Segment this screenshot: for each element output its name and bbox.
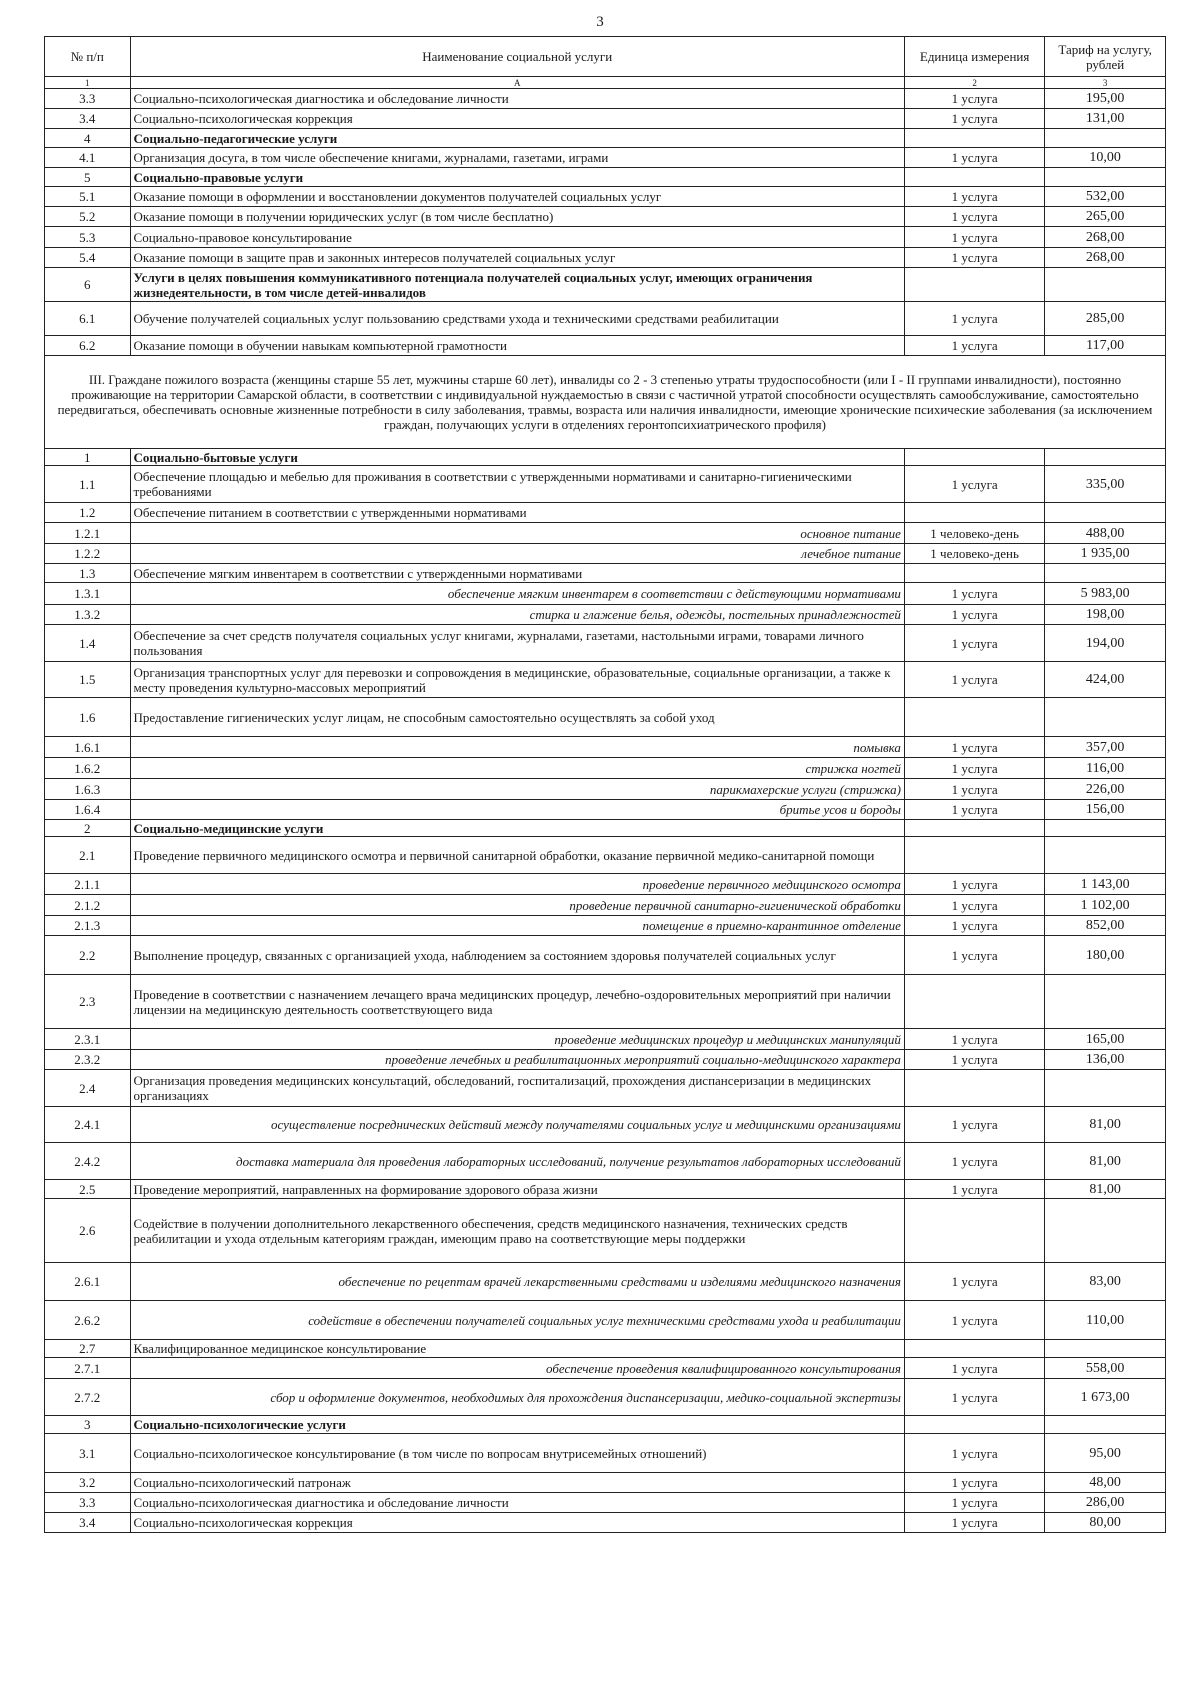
table-row	[45, 1493, 1166, 1513]
row-unit: 1 услуга	[904, 1358, 1044, 1379]
row-name: Проведение мероприятий, направленных на формирование здорового образа жизни	[130, 1180, 904, 1199]
row-price: 1 143,00	[1045, 874, 1166, 895]
table-row	[45, 837, 1166, 874]
row-price: 198,00	[1045, 605, 1166, 625]
row-unit: 1 услуга	[904, 895, 1044, 916]
row-num: 1.3.1	[45, 583, 131, 605]
row-name: Социально-психологический патронаж	[130, 1473, 904, 1493]
row-name: Оказание помощи в защите прав и законных интересов получателей социальных услуг	[130, 248, 904, 268]
row-price: 95,00	[1045, 1434, 1166, 1473]
table-row	[45, 874, 1166, 895]
table-row	[45, 895, 1166, 916]
row-num: 2.6.1	[45, 1263, 131, 1301]
row-price	[1045, 268, 1166, 302]
row-unit: 1 услуга	[904, 248, 1044, 268]
row-num: 2.6	[45, 1199, 131, 1263]
col-number: 1	[45, 77, 131, 89]
row-name: сбор и оформление документов, необходимых для прохождения диспансеризации, медико-социальной экспертизы	[130, 1379, 904, 1416]
row-name: Социально-правовое консультирование	[130, 227, 904, 248]
row-num: 1.4	[45, 625, 131, 662]
row-num: 1.6	[45, 698, 131, 737]
row-name: стирка и глажение белья, одежды, постельных принадлежностей	[130, 605, 904, 625]
table-row	[45, 89, 1166, 109]
table-row	[45, 820, 1166, 837]
header-name: Наименование социальной услуги	[130, 37, 904, 77]
table-row	[45, 1434, 1166, 1473]
row-name: Услуги в целях повышения коммуникативного потенциала получателей социальных услуг, имеющих ограничения жизнедеятельности, в том числе детей-инвалидов	[130, 268, 904, 302]
row-name: Обеспечение за счет средств получателя социальных услуг книгами, журналами, газетами, настольными играми, товарами личного пользования	[130, 625, 904, 662]
row-name: Социально-психологические услуги	[130, 1416, 904, 1434]
row-num: 1.3	[45, 564, 131, 583]
row-price: 532,00	[1045, 187, 1166, 207]
row-name: Оказание помощи в оформлении и восстановлении документов получателей социальных услуг	[130, 187, 904, 207]
row-num: 2.7.2	[45, 1379, 131, 1416]
row-num: 1.1	[45, 466, 131, 503]
section-title-row	[45, 356, 1166, 449]
row-price: 424,00	[1045, 662, 1166, 698]
row-unit: 1 услуга	[904, 148, 1044, 168]
table-row	[45, 1513, 1166, 1533]
table-row	[45, 109, 1166, 129]
table-row	[45, 248, 1166, 268]
row-num: 1.6.3	[45, 779, 131, 800]
table-row	[45, 302, 1166, 336]
row-price: 83,00	[1045, 1263, 1166, 1301]
row-price	[1045, 1416, 1166, 1434]
table-row	[45, 1070, 1166, 1107]
table-row	[45, 449, 1166, 466]
row-price: 81,00	[1045, 1107, 1166, 1143]
row-num: 3.1	[45, 1434, 131, 1473]
row-unit: 1 услуга	[904, 625, 1044, 662]
row-price	[1045, 503, 1166, 523]
table-row	[45, 336, 1166, 356]
row-name: Социально-психологическая коррекция	[130, 109, 904, 129]
table-row	[45, 583, 1166, 605]
table-row	[45, 916, 1166, 936]
row-unit: 1 человеко-день	[904, 544, 1044, 564]
row-num: 5	[45, 168, 131, 187]
row-name: лечебное питание	[130, 544, 904, 564]
row-num: 1.3.2	[45, 605, 131, 625]
table-row	[45, 625, 1166, 662]
row-price: 286,00	[1045, 1493, 1166, 1513]
table-row	[45, 227, 1166, 248]
row-unit: 1 услуга	[904, 583, 1044, 605]
row-num: 5.4	[45, 248, 131, 268]
row-num: 2.1.1	[45, 874, 131, 895]
row-num: 4	[45, 129, 131, 148]
row-price	[1045, 820, 1166, 837]
header-num: № п/п	[45, 37, 131, 77]
row-unit	[904, 1416, 1044, 1434]
row-unit: 1 услуга	[904, 1434, 1044, 1473]
row-unit: 1 услуга	[904, 1143, 1044, 1180]
row-name: Квалифицированное медицинское консультирование	[130, 1340, 904, 1358]
header-unit: Единица измерения	[904, 37, 1044, 77]
row-num: 2.1.2	[45, 895, 131, 916]
row-price	[1045, 449, 1166, 466]
row-price	[1045, 837, 1166, 874]
row-num: 2.1	[45, 837, 131, 874]
row-price: 268,00	[1045, 248, 1166, 268]
row-price: 558,00	[1045, 1358, 1166, 1379]
row-unit	[904, 168, 1044, 187]
row-name: проведение медицинских процедур и медицинских манипуляций	[130, 1029, 904, 1050]
table-row	[45, 129, 1166, 148]
row-name: Обеспечение мягким инвентарем в соответствии с утвержденными нормативами	[130, 564, 904, 583]
row-name: помещение в приемно-карантинное отделение	[130, 916, 904, 936]
row-price: 357,00	[1045, 737, 1166, 758]
row-price: 488,00	[1045, 523, 1166, 544]
row-name: проведение первичного медицинского осмотра	[130, 874, 904, 895]
row-num: 1.2.1	[45, 523, 131, 544]
row-price: 335,00	[1045, 466, 1166, 503]
row-unit: 1 услуга	[904, 207, 1044, 227]
row-price	[1045, 564, 1166, 583]
row-name: стрижка ногтей	[130, 758, 904, 779]
table-row	[45, 466, 1166, 503]
table-row	[45, 1358, 1166, 1379]
row-unit: 1 услуга	[904, 662, 1044, 698]
row-num: 1.2.2	[45, 544, 131, 564]
row-num: 2.7.1	[45, 1358, 131, 1379]
table-row	[45, 1340, 1166, 1358]
row-price	[1045, 1340, 1166, 1358]
row-name: Обеспечение площадью и мебелью для проживания в соответствии с утвержденными нормативами и санитарно-гигиеническими требованиями	[130, 466, 904, 503]
row-name: Организация проведения медицинских консультаций, обследований, госпитализаций, прохождения диспансеризации в медицинских организациях	[130, 1070, 904, 1107]
table-row	[45, 503, 1166, 523]
row-name: Организация досуга, в том числе обеспечение книгами, журналами, газетами, играми	[130, 148, 904, 168]
row-name: Предоставление гигиенических услуг лицам, не способным самостоятельно осуществлять за собой уход	[130, 698, 904, 737]
row-price: 156,00	[1045, 800, 1166, 820]
row-unit: 1 услуга	[904, 336, 1044, 356]
row-unit	[904, 564, 1044, 583]
row-price: 10,00	[1045, 148, 1166, 168]
row-price: 80,00	[1045, 1513, 1166, 1533]
row-num: 2.4.1	[45, 1107, 131, 1143]
row-num: 1.6.4	[45, 800, 131, 820]
row-unit: 1 услуга	[904, 758, 1044, 779]
row-name: Социально-педагогические услуги	[130, 129, 904, 148]
row-unit	[904, 1199, 1044, 1263]
row-price	[1045, 1070, 1166, 1107]
row-unit: 1 услуга	[904, 800, 1044, 820]
row-name: Организация транспортных услуг для перевозки и сопровождения в медицинские, образовательные, социальные организации, а также к месту проведения культурно-массовых мероприятий	[130, 662, 904, 698]
row-num: 3.4	[45, 109, 131, 129]
row-price: 81,00	[1045, 1143, 1166, 1180]
row-price: 136,00	[1045, 1050, 1166, 1070]
row-price: 194,00	[1045, 625, 1166, 662]
row-unit: 1 услуга	[904, 1180, 1044, 1199]
row-unit	[904, 503, 1044, 523]
row-price: 1 673,00	[1045, 1379, 1166, 1416]
row-name: Социально-психологическая диагностика и обследование личности	[130, 89, 904, 109]
row-unit: 1 услуга	[904, 1107, 1044, 1143]
row-name: проведение лечебных и реабилитационных мероприятий социально-медицинского характера	[130, 1050, 904, 1070]
row-unit: 1 услуга	[904, 936, 1044, 975]
row-num: 2	[45, 820, 131, 837]
row-name: доставка материала для проведения лабораторных исследований, получение результатов лабораторных исследований	[130, 1143, 904, 1180]
table-row	[45, 936, 1166, 975]
table-row	[45, 564, 1166, 583]
row-unit: 1 услуга	[904, 1513, 1044, 1533]
row-unit: 1 услуга	[904, 466, 1044, 503]
row-name: Оказание помощи в получении юридических услуг (в том числе бесплатно)	[130, 207, 904, 227]
row-price: 110,00	[1045, 1301, 1166, 1340]
table-row	[45, 544, 1166, 564]
row-price: 180,00	[1045, 936, 1166, 975]
row-num: 2.4	[45, 1070, 131, 1107]
table-row	[45, 1416, 1166, 1434]
row-price	[1045, 129, 1166, 148]
row-name: Социально-психологическая диагностика и обследование личности	[130, 1493, 904, 1513]
row-unit: 1 услуга	[904, 187, 1044, 207]
row-name: проведение первичной санитарно-гигиенической обработки	[130, 895, 904, 916]
row-num: 3.2	[45, 1473, 131, 1493]
table-row	[45, 523, 1166, 544]
row-price	[1045, 168, 1166, 187]
col-number: 3	[1045, 77, 1166, 89]
row-num: 2.3.2	[45, 1050, 131, 1070]
row-num: 6.2	[45, 336, 131, 356]
table-row	[45, 1029, 1166, 1050]
header-price: Тариф на услугу, рублей	[1045, 37, 1166, 77]
row-name: Социально-бытовые услуги	[130, 449, 904, 466]
row-num: 2.5	[45, 1180, 131, 1199]
row-price: 117,00	[1045, 336, 1166, 356]
table-body-part2	[45, 89, 1166, 356]
row-price: 131,00	[1045, 109, 1166, 129]
row-name: Оказание помощи в обучении навыкам компьютерной грамотности	[130, 336, 904, 356]
row-name: бритье усов и бороды	[130, 800, 904, 820]
tariff-table	[44, 36, 1166, 1533]
table-row	[45, 1263, 1166, 1301]
row-num: 5.1	[45, 187, 131, 207]
row-num: 5.2	[45, 207, 131, 227]
row-price: 116,00	[1045, 758, 1166, 779]
row-unit: 1 услуга	[904, 1493, 1044, 1513]
column-number-row	[45, 77, 1166, 89]
table-row	[45, 148, 1166, 168]
row-num: 6	[45, 268, 131, 302]
row-price: 81,00	[1045, 1180, 1166, 1199]
row-unit	[904, 268, 1044, 302]
table-row	[45, 1301, 1166, 1340]
row-num: 2.3	[45, 975, 131, 1029]
section3-header	[45, 356, 1166, 449]
row-name: помывка	[130, 737, 904, 758]
table-row	[45, 800, 1166, 820]
row-num: 4.1	[45, 148, 131, 168]
page-number: 3	[596, 14, 604, 30]
row-unit: 1 человеко-день	[904, 523, 1044, 544]
row-price	[1045, 698, 1166, 737]
row-num: 1.5	[45, 662, 131, 698]
table-row	[45, 737, 1166, 758]
row-name: Выполнение процедур, связанных с организацией ухода, наблюдением за состоянием здоровья получателей социальных услуг	[130, 936, 904, 975]
row-num: 5.3	[45, 227, 131, 248]
table-row	[45, 779, 1166, 800]
table-row	[45, 758, 1166, 779]
row-price: 5 983,00	[1045, 583, 1166, 605]
row-price: 1 102,00	[1045, 895, 1166, 916]
table-body-part3	[45, 449, 1166, 1533]
row-price	[1045, 1199, 1166, 1263]
row-name: обеспечение по рецептам врачей лекарственными средствами и изделиями медицинского назначения	[130, 1263, 904, 1301]
row-unit: 1 услуга	[904, 302, 1044, 336]
row-name: парикмахерские услуги (стрижка)	[130, 779, 904, 800]
table-row	[45, 1143, 1166, 1180]
row-unit	[904, 129, 1044, 148]
row-price: 1 935,00	[1045, 544, 1166, 564]
row-unit: 1 услуга	[904, 1029, 1044, 1050]
row-price: 268,00	[1045, 227, 1166, 248]
row-num: 3.3	[45, 1493, 131, 1513]
table-row	[45, 207, 1166, 227]
row-num: 3.4	[45, 1513, 131, 1533]
row-name: Социально-медицинские услуги	[130, 820, 904, 837]
row-name: обеспечение проведения квалифицированного консультирования	[130, 1358, 904, 1379]
row-unit	[904, 837, 1044, 874]
table-row	[45, 1107, 1166, 1143]
table-row	[45, 662, 1166, 698]
row-unit: 1 услуга	[904, 109, 1044, 129]
row-unit: 1 услуга	[904, 737, 1044, 758]
row-unit	[904, 449, 1044, 466]
row-unit	[904, 1340, 1044, 1358]
row-unit: 1 услуга	[904, 1263, 1044, 1301]
row-unit: 1 услуга	[904, 1473, 1044, 1493]
row-name: Обучение получателей социальных услуг пользованию средствами ухода и техническими средствами реабилитации	[130, 302, 904, 336]
row-num: 2.2	[45, 936, 131, 975]
row-price: 165,00	[1045, 1029, 1166, 1050]
row-num: 1	[45, 449, 131, 466]
row-price: 265,00	[1045, 207, 1166, 227]
row-unit	[904, 698, 1044, 737]
row-name: Обеспечение питанием в соответствии с утвержденными нормативами	[130, 503, 904, 523]
row-name: Проведение в соответствии с назначением лечащего врача медицинских процедур, лечебно-оздоровительных мероприятий при наличии лицензии на медицинскую деятельность соответствующего вида	[130, 975, 904, 1029]
row-unit: 1 услуга	[904, 1050, 1044, 1070]
table-row	[45, 168, 1166, 187]
row-unit: 1 услуга	[904, 916, 1044, 936]
row-price: 48,00	[1045, 1473, 1166, 1493]
row-price: 852,00	[1045, 916, 1166, 936]
row-unit: 1 услуга	[904, 89, 1044, 109]
row-num: 1.6.2	[45, 758, 131, 779]
row-unit: 1 услуга	[904, 1379, 1044, 1416]
row-num: 3	[45, 1416, 131, 1434]
row-name: осуществление посреднических действий между получателями социальных услуг и медицинскими организациями	[130, 1107, 904, 1143]
row-unit	[904, 820, 1044, 837]
row-num: 2.6.2	[45, 1301, 131, 1340]
row-num: 1.6.1	[45, 737, 131, 758]
row-num: 3.3	[45, 89, 131, 109]
col-number: 2	[904, 77, 1044, 89]
row-num: 2.7	[45, 1340, 131, 1358]
row-name: Социально-психологическое консультирование (в том числе по вопросам внутрисемейных отношений)	[130, 1434, 904, 1473]
row-num: 2.1.3	[45, 916, 131, 936]
table-row	[45, 1050, 1166, 1070]
table-row	[45, 1473, 1166, 1493]
row-price	[1045, 975, 1166, 1029]
row-unit: 1 услуга	[904, 227, 1044, 248]
row-name: содействие в обеспечении получателей социальных услуг техническими средствами ухода и реабилитации	[130, 1301, 904, 1340]
table-header-row	[45, 37, 1166, 77]
row-num: 2.4.2	[45, 1143, 131, 1180]
row-num: 1.2	[45, 503, 131, 523]
row-unit: 1 услуга	[904, 605, 1044, 625]
section3-title: III. Граждане пожилого возраста (женщины старше 55 лет, мужчины старше 60 лет), инвалиды со 2 - 3 степенью утраты трудоспособности (или I - II группами инвалидности), постоянно проживающие на территории Самарской области, в соответствии с индивидуальной нуждаемостью в связи с частичной утратой способности осуществлять самообслуживание, самостоятельно передвигаться, обеспечивать основные жизненные потребности в силу заболевания, травмы, возраста или наличия инвалидности, имеющие хронические психические заболевания (за исключением граждан, получающих услуги в отделениях геронтопсихиатрического профиля)	[45, 356, 1166, 449]
row-name: Социально-психологическая коррекция	[130, 1513, 904, 1533]
row-price: 195,00	[1045, 89, 1166, 109]
row-unit	[904, 975, 1044, 1029]
row-unit: 1 услуга	[904, 779, 1044, 800]
row-name: Социально-правовые услуги	[130, 168, 904, 187]
table-row	[45, 187, 1166, 207]
table-row	[45, 268, 1166, 302]
table-row	[45, 605, 1166, 625]
row-price: 226,00	[1045, 779, 1166, 800]
row-name: основное питание	[130, 523, 904, 544]
table-row	[45, 1379, 1166, 1416]
table-row	[45, 1199, 1166, 1263]
row-num: 6.1	[45, 302, 131, 336]
table-row	[45, 1180, 1166, 1199]
row-name: обеспечение мягким инвентарем в соответствии с действующими нормативами	[130, 583, 904, 605]
col-number: А	[130, 77, 904, 89]
table-row	[45, 975, 1166, 1029]
row-price: 285,00	[1045, 302, 1166, 336]
row-unit	[904, 1070, 1044, 1107]
table-row	[45, 698, 1166, 737]
row-name: Проведение первичного медицинского осмотра и первичной санитарной обработки, оказание первичной медико-санитарной помощи	[130, 837, 904, 874]
row-name: Содействие в получении дополнительного лекарственного обеспечения, средств медицинского назначения, технических средств реабилитации и ухода отдельным категориям граждан, имеющим право на соответствующие меры поддержки	[130, 1199, 904, 1263]
row-unit: 1 услуга	[904, 1301, 1044, 1340]
row-unit: 1 услуга	[904, 874, 1044, 895]
row-num: 2.3.1	[45, 1029, 131, 1050]
